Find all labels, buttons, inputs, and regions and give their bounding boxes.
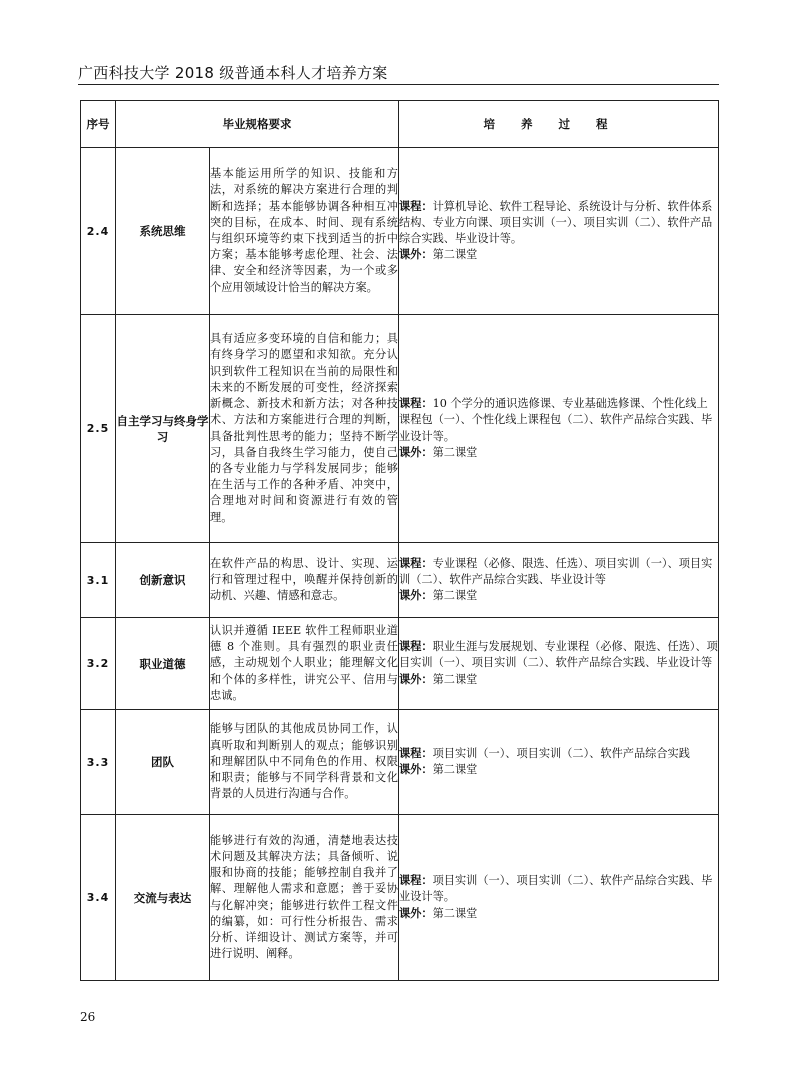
row-requirement: 基本能运用所学的知识、技能和方法，对系统的解决方案进行合理的判断和选择；基本能够协调各种相互冲突的目标，在成本、时间、现有系统与组织环境等约束下找到适当的折中方案；基本能够考虑伦理、社会、法律、安全和经济等因素，为一个或多个应用领域设计恰当的解决方案。 bbox=[210, 148, 399, 315]
extracurricular-label: 课外： bbox=[399, 906, 433, 920]
page-header-title: 广西科技大学 2018 级普通本科人才培养方案 bbox=[78, 64, 388, 82]
course-label: 课程： bbox=[399, 874, 433, 888]
table-row bbox=[81, 148, 719, 315]
row-number: 3.4 bbox=[81, 815, 116, 981]
course-text: 计算机导论、软件工程导论、系统设计与分析、软件体系结构、专业方向课、项目实训（一）、项目实训（二）、软件产品综合实践、毕业设计等。 bbox=[399, 199, 713, 245]
course-label: 课程： bbox=[399, 397, 433, 411]
row-number: 3.3 bbox=[81, 710, 116, 815]
table-header-row bbox=[81, 101, 719, 148]
extracurricular-text: 第二课堂 bbox=[432, 248, 478, 262]
row-number: 3.1 bbox=[81, 543, 116, 618]
graduation-requirements-table bbox=[80, 100, 719, 981]
extracurricular-label: 课外： bbox=[399, 248, 433, 262]
row-name: 职业道德 bbox=[116, 618, 210, 710]
course-label: 课程： bbox=[399, 556, 433, 570]
row-requirement: 在软件产品的构思、设计、实现、运行和管理过程中，唤醒并保持创新的动机、兴趣、情感和意志。 bbox=[210, 543, 399, 618]
header-divider bbox=[78, 84, 719, 85]
extracurricular-label: 课外： bbox=[399, 589, 433, 603]
extracurricular-text: 第二课堂 bbox=[432, 589, 478, 603]
extracurricular-text: 第二课堂 bbox=[432, 906, 478, 920]
course-text: 项目实训（一）、项目实训（二）、软件产品综合实践、毕业设计等。 bbox=[399, 874, 713, 904]
row-requirement: 能够进行有效的沟通，清楚地表达技术问题及其解决方法；具备倾听、说服和协商的技能；能够控制自我并了解、理解他人需求和意愿；善于妥协与化解冲突；能够进行软件工程文件的编纂，如：可行性分析报告、需求分析、详细设计、测试方案等，并可进行说明、阐释。 bbox=[210, 815, 399, 981]
table-row bbox=[81, 315, 719, 543]
row-name: 系统思维 bbox=[116, 148, 210, 315]
row-process bbox=[399, 618, 719, 710]
row-process bbox=[399, 710, 719, 815]
extracurricular-label: 课外： bbox=[399, 445, 433, 459]
row-requirement: 能够与团队的其他成员协同工作，认真听取和判断别人的观点；能够识别和理解团队中不同角色的作用、权限和职责；能够与不同学科背景和文化背景的人员进行沟通与合作。 bbox=[210, 710, 399, 815]
extracurricular-text: 第二课堂 bbox=[432, 445, 478, 459]
course-label: 课程： bbox=[399, 199, 433, 213]
row-process bbox=[399, 815, 719, 981]
table-row bbox=[81, 618, 719, 710]
row-process bbox=[399, 543, 719, 618]
course-label: 课程： bbox=[399, 640, 433, 654]
course-text: 10 个学分的通识选修课、专业基础选修课、个性化线上课程包（一）、个性化线上课程包（二）、软件产品综合实践、毕业设计等。 bbox=[399, 397, 713, 443]
row-number: 2.5 bbox=[81, 315, 116, 543]
row-name: 团队 bbox=[116, 710, 210, 815]
table-row bbox=[81, 543, 719, 618]
table-row bbox=[81, 710, 719, 815]
course-text: 职业生涯与发展规划、专业课程（必修、限选、任选）、项目实训（一）、项目实训（二）、软件产品综合实践、毕业设计等 bbox=[399, 640, 718, 670]
extracurricular-text: 第二课堂 bbox=[432, 672, 478, 686]
header-serial-number: 序号 bbox=[81, 101, 116, 148]
course-text: 专业课程（必修、限选、任选）、项目实训（一）、项目实训（二）、软件产品综合实践、毕业设计等 bbox=[399, 556, 713, 586]
table-row bbox=[81, 815, 719, 981]
header-graduation-requirements: 毕业规格要求 bbox=[116, 101, 399, 148]
row-number: 3.2 bbox=[81, 618, 116, 710]
extracurricular-label: 课外： bbox=[399, 763, 433, 776]
row-process bbox=[399, 315, 719, 543]
row-process bbox=[399, 148, 719, 315]
row-requirement: 认识并遵循 IEEE 软件工程师职业道德 8 个准则。具有强烈的职业责任感，主动规划个人职业；能理解文化和个体的多样性，讲究公平、信用与忠诚。 bbox=[210, 618, 399, 710]
course-label: 课程： bbox=[399, 746, 433, 760]
row-requirement: 具有适应多变环境的自信和能力；具有终身学习的愿望和求知欲。充分认识到软件工程知识在当前的局限性和未来的不断发展的可变性，经济探索新概念、新技术和新方法；对各种技术、方法和方案能进行合理的判断，具备批判性思考的能力；坚持不断学习，具备自我终生学习能力，使自己的各专业能力与学科发展同步；能够在生活与工作的各种矛盾、冲突中，合理地对时间和资源进行有效的管理。 bbox=[210, 315, 399, 543]
extracurricular-label: 课外： bbox=[399, 672, 433, 686]
row-number: 2.4 bbox=[81, 148, 116, 315]
row-name: 自主学习与终身学习 bbox=[116, 315, 210, 543]
row-name: 交流与表达 bbox=[116, 815, 210, 981]
row-name: 创新意识 bbox=[116, 543, 210, 618]
page-number: 26 bbox=[80, 1010, 96, 1024]
course-text: 项目实训（一）、项目实训（二）、软件产品综合实践 bbox=[432, 746, 690, 760]
header-training-process: 培养过程 bbox=[399, 101, 719, 148]
extracurricular-text: 第二课堂 bbox=[432, 763, 478, 776]
